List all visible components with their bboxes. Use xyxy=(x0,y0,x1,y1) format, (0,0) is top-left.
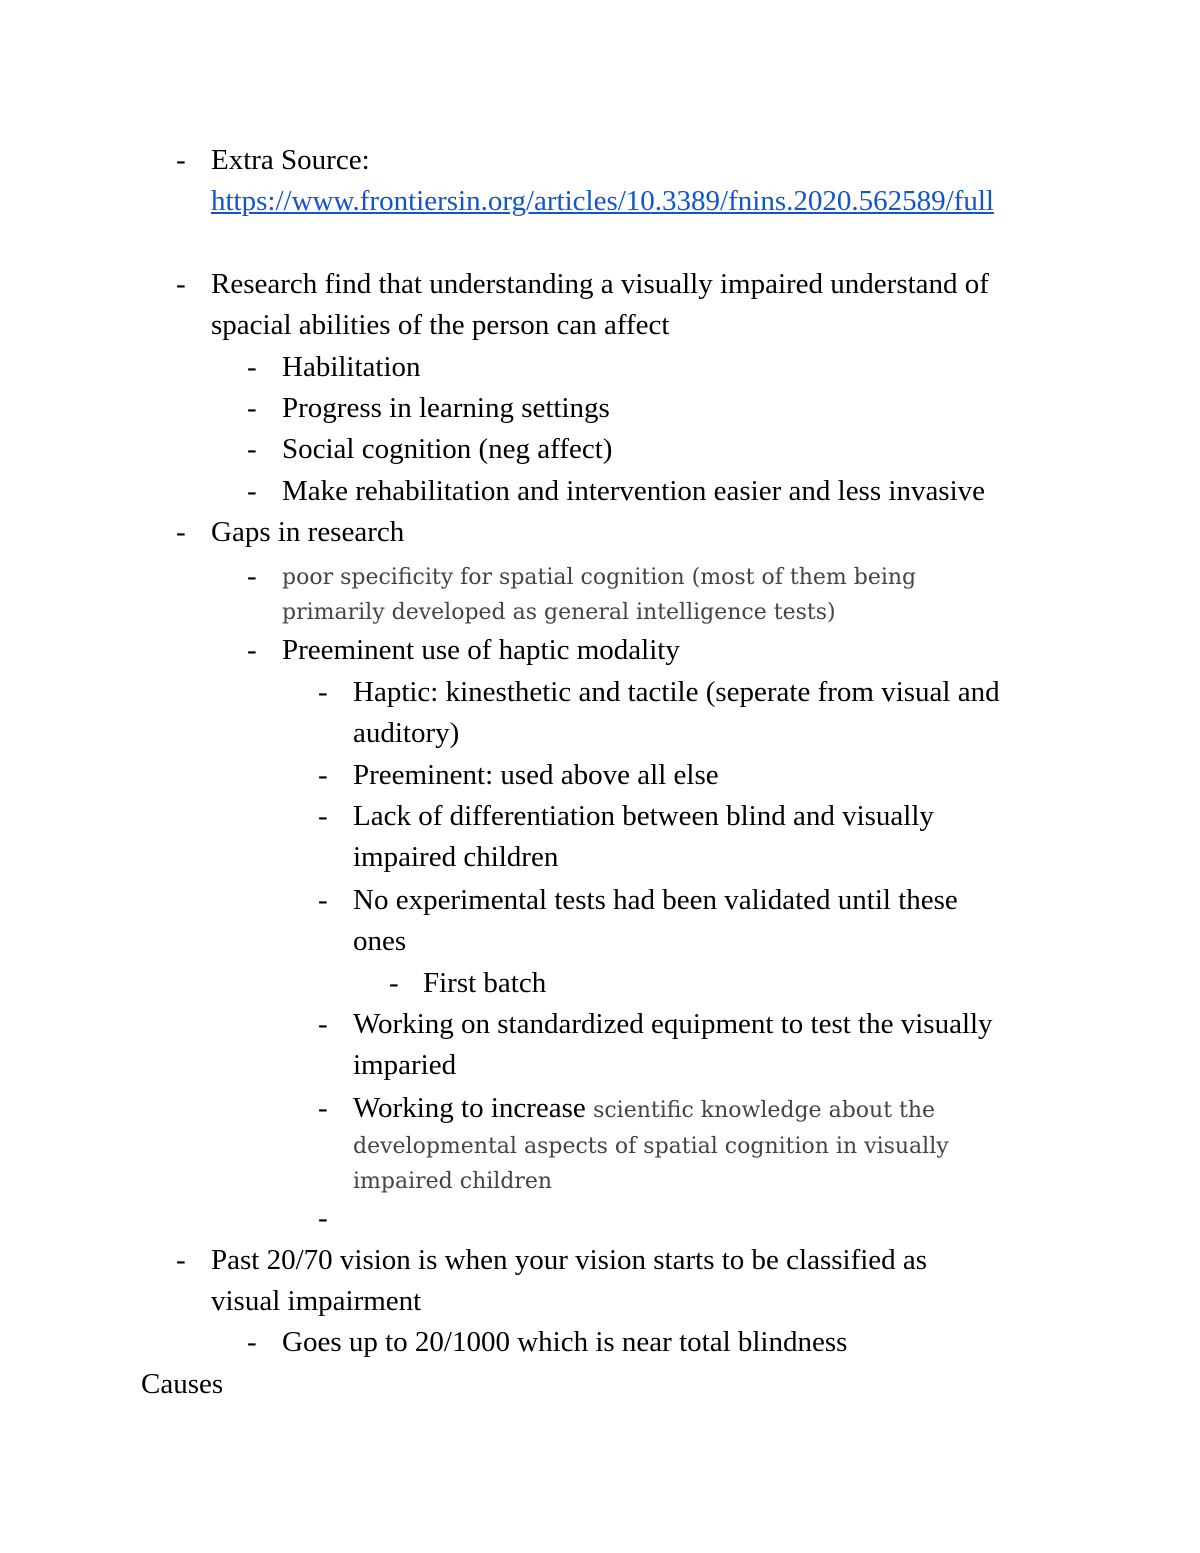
extra-source-link[interactable]: https://www.frontiersin.org/articles/10.3389/fnins.2020.562589/full xyxy=(211,185,994,217)
bullet-dash: - xyxy=(318,884,328,916)
lack-line2: impaired children xyxy=(353,841,559,873)
bullet-dash: - xyxy=(247,351,257,383)
list-item-rehab: Make rehabilitation and intervention easier and less invasive xyxy=(282,475,986,507)
working-inc-text-b: scientific knowledge about the xyxy=(593,1098,936,1123)
bullet-dash: - xyxy=(247,560,257,592)
bullet-dash: - xyxy=(176,268,186,300)
bullet-dash: - xyxy=(247,392,257,424)
list-item-social: Social cognition (neg affect) xyxy=(282,433,613,465)
bullet-dash: - xyxy=(247,475,257,507)
bullet-dash: - xyxy=(176,1244,186,1276)
list-item-preeminent-def: Preeminent: used above all else xyxy=(353,759,719,791)
poor-specificity-line2: primarily developed as general intelligence tests) xyxy=(282,600,836,625)
noexp-line2: ones xyxy=(353,925,407,957)
working-inc-text-a: Working to increase xyxy=(353,1092,586,1124)
working-std-line2: imparied xyxy=(353,1049,457,1081)
past-line1: Past 20/70 vision is when your vision starts to be classified as xyxy=(211,1244,928,1276)
bullet-dash: - xyxy=(318,1092,328,1124)
working-inc-line2: developmental aspects of spatial cognition in visually xyxy=(353,1134,949,1159)
list-item-preeminent-use: Preeminent use of haptic modality xyxy=(282,634,680,666)
bullet-dash: - xyxy=(318,759,328,791)
bullet-dash: - xyxy=(176,144,186,176)
extra-source-label: Extra Source: xyxy=(211,144,370,176)
lack-line1: Lack of differentiation between blind and visually xyxy=(353,800,934,832)
haptic-line1: Haptic: kinesthetic and tactile (seperate from visual and xyxy=(353,676,1000,708)
bullet-dash: - xyxy=(247,433,257,465)
working-inc-line3: impaired children xyxy=(353,1169,553,1194)
list-item-gaps: Gaps in research xyxy=(211,516,405,548)
bullet-dash: - xyxy=(318,676,328,708)
bullet-dash: - xyxy=(176,516,186,548)
list-item-goes-up: Goes up to 20/1000 which is near total blindness xyxy=(282,1326,848,1358)
section-heading-causes: Causes xyxy=(141,1368,224,1400)
research-text-line1: Research find that understanding a visually impaired understand of xyxy=(211,268,989,300)
bullet-dash: - xyxy=(247,634,257,666)
noexp-line1: No experimental tests had been validated until these xyxy=(353,884,958,916)
past-line2: visual impairment xyxy=(211,1285,422,1317)
list-item-habilitation: Habilitation xyxy=(282,351,421,383)
poor-specificity-line1: poor specificity for spatial cognition (most of them being xyxy=(282,565,917,590)
bullet-dash: - xyxy=(318,800,328,832)
list-item-first-batch: First batch xyxy=(423,967,547,999)
bullet-dash: - xyxy=(389,967,399,999)
working-inc-line1 xyxy=(353,1088,935,1131)
bullet-dash: - xyxy=(318,1008,328,1040)
research-text-line2: spacial abilities of the person can affect xyxy=(211,309,670,341)
bullet-dash-empty: - xyxy=(318,1202,328,1234)
working-std-line1: Working on standardized equipment to test the visually xyxy=(353,1008,993,1040)
bullet-dash: - xyxy=(247,1326,257,1358)
list-item-progress: Progress in learning settings xyxy=(282,392,610,424)
haptic-line2: auditory) xyxy=(353,717,460,749)
